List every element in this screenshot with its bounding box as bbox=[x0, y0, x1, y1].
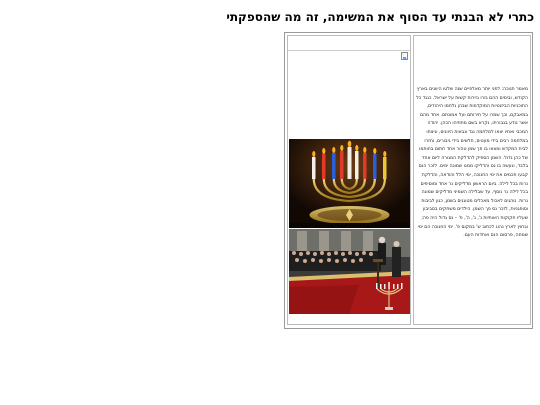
article-body: מאמר תנוכה: לפני יותר מאלפיים שנה שלטו היוונים בארץ הקודש, ובימים ההם גזרו גזירות קשות על ישראל. כנגד כל התוכניות הביזנטיות המוקדמות שבהן נלחמו היהודים, במאבקם, וכך שמרו על חירותם ועל אמונתם. אחד מהם אשר נודע בגבורתו, נקרא בשם מתתיהו הכהן. יהודה המכבי ואחיו יצאו למלחמה נגד צבאות היוונים, וניצחו במלחמה רבים בידי מעטים, חלשים בידי גיבורים, וחזרו לבית המקדש ומצאו בו פך שמן טהור אחד חתום בחותמו של כהן גדול. השמן הספיק להדלקת המנורה ליום אחד בלבד, ונעשה בו נס והדליקו ממנו שמונה ימים. לזכר הנס קבעו חכמים את ימי החנוכה, ימי הלל והודאה, והדלקת נרות בכל לילה. ביום הראשון מדליקים נר אחד ומוסיפים בכל לילה נר נוסף, עד שבלילה השמיני מדליקים שמונה נרות. נוהגים לאכול מאכלים מטוגנים בשמן, כגון לביבות וסופגניות, לזכר נס פך השמן. הילדים משחקים בסביבון שעליו חקוקות האותיות נ', ג', ה', פ' – נס גדול היה פה; ובחוץ לארץ נהוג לכתוב ש' במקום פ'. ימי החנוכה הם ימי שמחה, פרסום הנס ואחדות העם. bbox=[416, 87, 528, 239]
broken-image-icon bbox=[401, 52, 408, 60]
image-header-strip bbox=[288, 36, 410, 51]
article-headline: כתרי לא הבנתי עד הסוף את המשימה, זה מה שהספקתי bbox=[226, 10, 534, 24]
hanukkah-ceremony-photo bbox=[289, 229, 410, 314]
article-image-cell bbox=[287, 35, 411, 325]
article-text-cell bbox=[413, 35, 531, 325]
menorah-candles-photo bbox=[289, 139, 410, 228]
article-layout-table bbox=[284, 32, 533, 329]
